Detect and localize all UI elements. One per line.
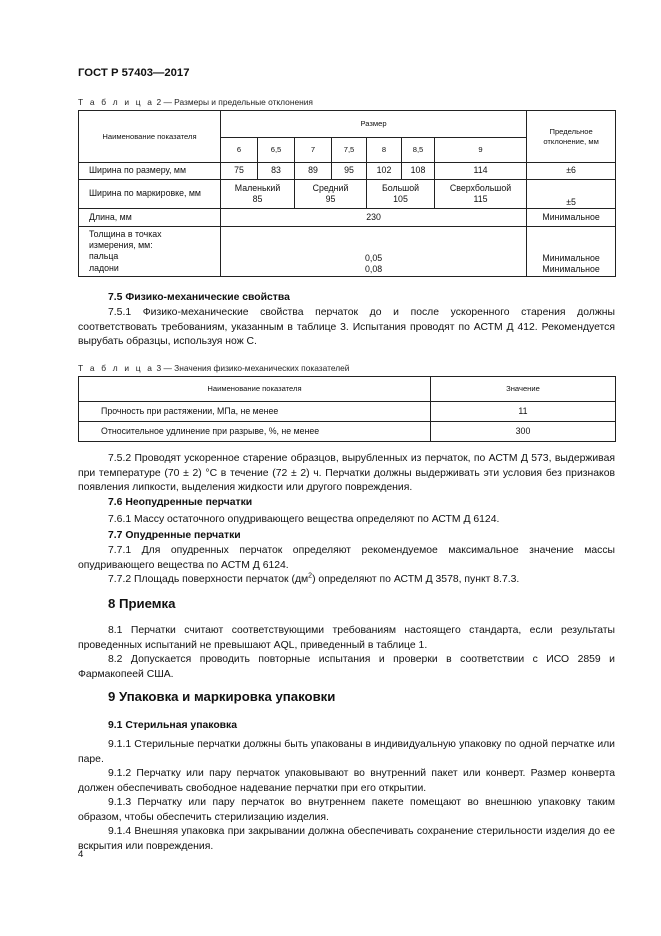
heading-7-6: 7.6 Неопудренные перчатки [108, 497, 253, 508]
superscript: 2 [308, 572, 313, 580]
text-fragment: 7.7.2 Площадь поверхности перчаток (дм [108, 574, 309, 585]
table-2-caption-text: 2 — Размеры и предельные отклонения [156, 97, 313, 107]
heading-7-7: 7.7 Опудренные перчатки [108, 530, 241, 541]
table-2-col-deviation: Предельное отклонение, мм [527, 111, 616, 163]
paragraph-7-5-1: 7.5.1 Физико-механические свойства перчаток до и после ускоренного старения должны соответствовать требованиям, указанным в таблице 3. Испытания проводят по АСТМ Д 412. Рекомендуется вырубать образцы, используя нож С. [78, 307, 615, 348]
table-cell: 230 [221, 209, 527, 227]
group-label: Маленький [234, 182, 281, 193]
table-2-col-name: Наименование показателя [79, 111, 221, 163]
table-cell: ±5 [527, 180, 616, 209]
table-cell: 108 [402, 163, 435, 180]
table-3-caption [78, 361, 349, 376]
paragraph-7-6-1: 7.6.1 Массу остаточного опудривающего вещества определяют по АСТМ Д 6124. [108, 514, 500, 525]
table-2-row-width [79, 163, 616, 180]
table-cell: ±6 [527, 163, 616, 180]
paragraph-8-2: 8.2 Допускается проводить повторные испытания и проверки в соответствии с ИСО 2859 и Фармакопеей США. [78, 654, 615, 680]
page-number: 4 [78, 849, 84, 860]
marking-group-medium [295, 180, 367, 209]
group-value: 105 [393, 194, 408, 204]
table-cell: Минимальное [527, 209, 616, 227]
table-2-row-thickness [79, 227, 616, 277]
table-cell: 83 [258, 163, 295, 180]
heading-8: 8 Приемка [108, 596, 176, 611]
heading-9: 9 Упаковка и маркировка упаковки [108, 689, 336, 704]
size-8-5: 8,5 [402, 138, 435, 163]
table-cell: 11 [431, 402, 616, 422]
table-cell: 89 [295, 163, 332, 180]
thickness-palm: ладони [89, 262, 119, 273]
size-6: 6 [221, 138, 258, 163]
thickness-values [221, 227, 527, 277]
size-6-5: 6,5 [258, 138, 295, 163]
thickness-heading: Толщина в точках измерения, мм: [89, 229, 162, 251]
table-cell: 75 [221, 163, 258, 180]
paragraph-9-1-2: 9.1.2 Перчатку или пару перчаток упаковывают во внутренний пакет или конверт. Размер конверта должен обеспечивать свободное надевание перчатки при его открытии. [78, 768, 615, 794]
group-value: 115 [473, 194, 488, 204]
size-7-5: 7,5 [332, 138, 367, 163]
table-3-col-value: Значение [431, 377, 616, 402]
table-row [79, 402, 616, 422]
thickness-finger: пальца [89, 251, 119, 262]
table-2-row-length [79, 209, 616, 227]
text-fragment: ) определяют по АСТМ Д 3578, пункт 8.7.3. [312, 574, 520, 585]
row-thickness-name [79, 227, 221, 277]
table-2 [78, 110, 616, 277]
table-2-header-row [79, 111, 616, 138]
heading-9-1: 9.1 Стерильная упаковка [108, 720, 238, 731]
table-cell: 102 [367, 163, 402, 180]
group-label: Большой [381, 182, 420, 193]
thickness-finger-dev: Минимальное [542, 252, 600, 263]
paragraph-8-1: 8.1 Перчатки считают соответствующими требованиям настоящего стандарта, если результаты проведенных испытаний не превышают AQL, приведенный в таблице 1. [78, 625, 615, 651]
table-cell: 95 [332, 163, 367, 180]
group-label: Сверхбольшой [449, 182, 512, 193]
paragraph-7-5-2: 7.5.2 Проводят ускоренное старение образцов, вырубленных из перчаток, по АСТМ Д 573, выдерживая при температуре (70 ± 2) °С в течение (72 ± 2) ч. Перчатки должны выдерживать эти условия без признаков появления липкости, выделения жидкости или другого повреждения. [78, 453, 615, 494]
table-3 [78, 376, 616, 442]
paragraph-9-1-1: 9.1.1 Стерильные перчатки должны быть упакованы в индивидуальную упаковку по одной перчатке или паре. [78, 739, 615, 765]
document-code: ГОСТ Р 57403—2017 [78, 67, 190, 79]
marking-group-small [221, 180, 295, 209]
paragraph-7-7-1: 7.7.1 Для опудренных перчаток определяют рекомендуемое максимальное значение массы опудривающего вещества по АСТМ Д 6124. [78, 545, 615, 571]
size-8: 8 [367, 138, 402, 163]
paragraph-9-1-4: 9.1.4 Внешняя упаковка при закрывании должна обеспечивать сохранение стерильности изделия до ее вскрытия или повреждения. [78, 826, 615, 852]
table-3-caption-word: Т а б л и ц а [78, 363, 155, 373]
table-2-caption [78, 95, 313, 110]
table-2-caption-word: Т а б л и ц а [78, 97, 155, 107]
table-3-header-row [79, 377, 616, 402]
table-cell: 300 [431, 422, 616, 442]
group-label: Средний [312, 182, 349, 193]
marking-group-extra-large [435, 180, 527, 209]
table-3-caption-text: 3 — Значения физико-механических показателей [156, 363, 350, 373]
thickness-palm-dev: Минимальное [542, 263, 600, 274]
thickness-finger-value: 0,05 [364, 252, 383, 263]
size-7: 7 [295, 138, 332, 163]
heading-7-5: 7.5 Физико-механические свойства [108, 292, 290, 303]
table-cell: Прочность при растяжении, МПа, не менее [79, 402, 431, 422]
size-9: 9 [435, 138, 527, 163]
row-length-name: Длина, мм [79, 209, 221, 227]
table-cell: 114 [435, 163, 527, 180]
marking-group-large [367, 180, 435, 209]
row-marking-name: Ширина по маркировке, мм [79, 180, 221, 209]
table-3-col-name: Наименование показателя [79, 377, 431, 402]
table-2-col-size: Размер [221, 111, 527, 138]
thickness-palm-value: 0,08 [364, 263, 383, 274]
table-row [79, 422, 616, 442]
table-2-row-marking [79, 180, 616, 209]
paragraph-7-7-2 [78, 573, 615, 588]
row-width-name: Ширина по размеру, мм [79, 163, 221, 180]
table-cell: Относительное удлинение при разрыве, %, не менее [79, 422, 431, 442]
paragraph-9-1-3: 9.1.3 Перчатку или пару перчаток во внутреннем пакете помещают во внешнюю упаковку таким образом, чтобы обеспечить стерилизацию изделия. [78, 797, 615, 823]
group-value: 85 [252, 194, 263, 204]
thickness-deviations [527, 227, 616, 277]
group-value: 95 [325, 194, 336, 204]
